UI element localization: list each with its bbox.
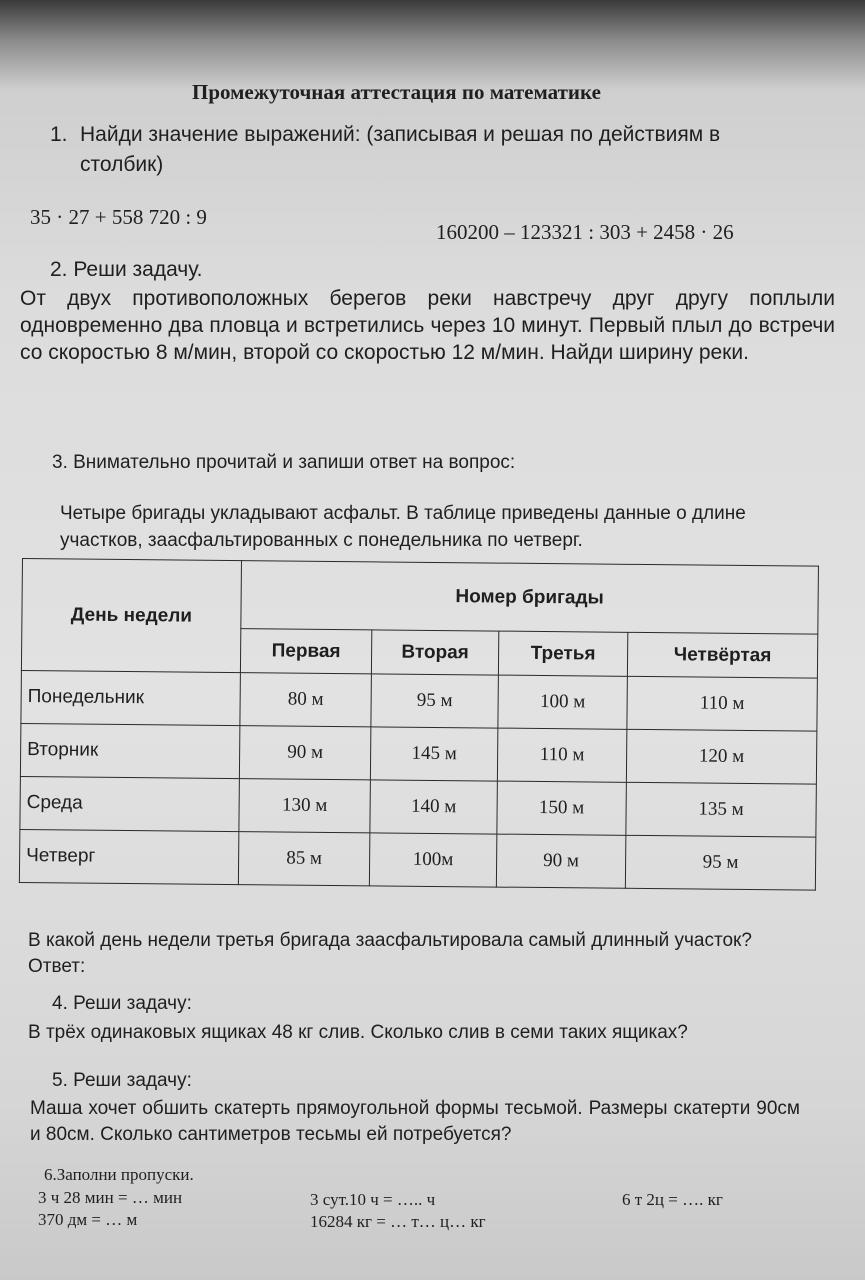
table-row xyxy=(20,776,816,837)
task3-heading: 3. Внимательно прочитай и запиши ответ на вопрос: xyxy=(52,452,516,473)
cell-value: 100 м xyxy=(498,675,628,729)
task3-question-text: В какой день недели третья бригада заасфальтировала самый длинный участок? xyxy=(28,930,752,951)
cell-value: 140 м xyxy=(370,780,498,834)
table-row xyxy=(20,723,816,784)
row-day: Среда xyxy=(20,776,239,831)
task6-item: 3 ч 28 мин = … мин xyxy=(38,1188,183,1207)
task1-expression-a: 35 · 27 + 558 720 : 9 xyxy=(30,205,207,229)
task6-item: 3 сут.10 ч = ….. ч xyxy=(310,1190,436,1209)
task1-number: 1. xyxy=(50,123,68,146)
asphalt-table xyxy=(19,558,819,891)
cell-value: 110 м xyxy=(627,676,818,731)
cell-value: 120 м xyxy=(626,729,817,784)
task5-heading: 5. Реши задачу: xyxy=(52,1070,192,1091)
task3-question xyxy=(28,928,788,980)
task6-item: 6 т 2ц = …. кг xyxy=(622,1190,723,1209)
cell-value: 150 м xyxy=(497,781,627,835)
task6-heading: 6.Заполни пропуски. xyxy=(44,1165,194,1184)
header-col-fourth: Четвёртая xyxy=(627,632,817,678)
cell-value: 95 м xyxy=(371,674,499,728)
task4-text: В трёх одинаковых ящиках 48 кг слив. Сколько слив в семи таких ящиках? xyxy=(28,1022,688,1043)
header-day: День недели xyxy=(21,559,241,673)
task1-expression-b: 160200 – 123321 : 303 + 2458 · 26 xyxy=(436,220,734,244)
cell-value: 85 м xyxy=(238,832,370,886)
table-row xyxy=(21,670,817,731)
header-brigade-number: Номер бригады xyxy=(241,561,819,635)
task3-text: Четыре бригады укладывают асфальт. В таблице приведены данные о длине участков, заасфальтированных с понедельника по четверг. xyxy=(60,503,746,551)
task1-text: Найди значение выражений: (записывая и решая по действиям в столбик) xyxy=(80,123,721,176)
row-day: Понедельник xyxy=(21,670,240,725)
task2-heading: 2. Реши задачу. xyxy=(50,258,203,281)
task3-answer-label: Ответ: xyxy=(28,956,86,977)
cell-value: 145 м xyxy=(370,727,498,781)
row-day: Четверг xyxy=(19,829,238,884)
cell-value: 130 м xyxy=(239,779,371,833)
task6-item: 370 дм = … м xyxy=(38,1210,138,1229)
cell-value: 110 м xyxy=(497,728,627,782)
cell-value: 80 м xyxy=(240,673,372,727)
cell-value: 90 м xyxy=(496,834,626,888)
header-col-second: Вторая xyxy=(371,630,498,675)
cell-value: 90 м xyxy=(239,726,371,780)
header-col-third: Третья xyxy=(498,631,627,676)
task2-text: От двух противоположных берегов реки навстречу друг другу поплыли одновременно два пловца и встретились через 10 минут. Первый плыл до встречи со скоростью 8 м/мин, второй со скоростью 12 м/мин. Найди ширину реки. xyxy=(20,287,835,364)
header-col-first: Первая xyxy=(240,629,371,674)
cell-value: 135 м xyxy=(626,782,817,837)
cell-value: 100м xyxy=(369,833,497,887)
row-day: Вторник xyxy=(20,723,239,778)
table-row xyxy=(19,829,815,890)
cell-value: 95 м xyxy=(625,835,816,890)
task1-prompt xyxy=(50,120,770,180)
page-title: Промежуточная аттестация по математике xyxy=(192,80,601,104)
task6-item: 16284 кг = … т… ц… кг xyxy=(310,1212,486,1231)
task5-text: Маша хочет обшить скатерть прямоугольной формы тесьмой. Размеры скатерти 90см и 80см. Сколько сантиметров тесьмы ей потребуется? xyxy=(30,1098,800,1145)
task4-heading: 4. Реши задачу: xyxy=(52,993,192,1014)
